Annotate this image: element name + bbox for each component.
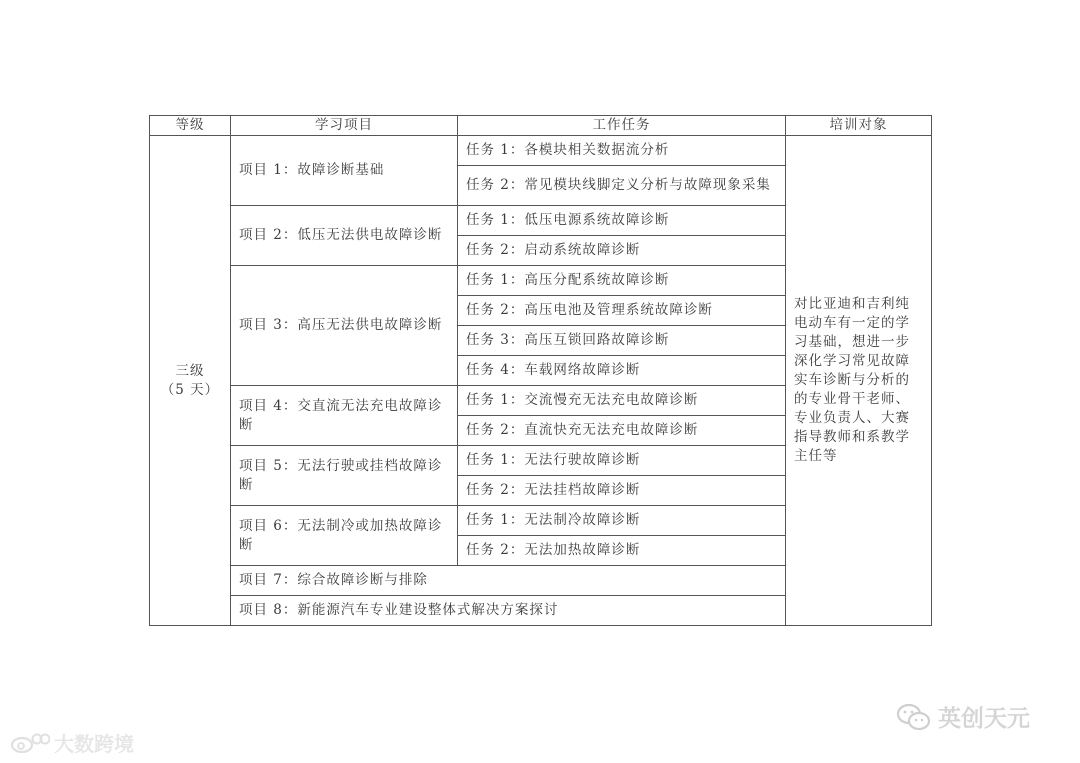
- project-name: 项目 5：无法行驶或挂档故障诊断: [231, 446, 458, 506]
- project-name: 项目 1：故障诊断基础: [231, 136, 458, 206]
- task-name: 任务 1：高压分配系统故障诊断: [458, 266, 786, 296]
- table-header-row: [150, 116, 932, 136]
- task-name: 任务 2：直流快充无法充电故障诊断: [458, 416, 786, 446]
- task-name: 任务 1：无法行驶故障诊断: [458, 446, 786, 476]
- level-cell: [150, 136, 231, 626]
- task-name: 任务 2：常见模块线脚定义分析与故障现象采集: [458, 166, 786, 206]
- task-name: 任务 1：交流慢充无法充电故障诊断: [458, 386, 786, 416]
- project-name: 项目 2：低压无法供电故障诊断: [231, 206, 458, 266]
- watermark-right: [896, 700, 1030, 733]
- training-plan-table: [149, 115, 932, 626]
- task-name: 任务 1：各模块相关数据流分析: [458, 136, 786, 166]
- project-name: 项目 3：高压无法供电故障诊断: [231, 266, 458, 386]
- project-name: 项目 4：交直流无法充电故障诊断: [231, 386, 458, 446]
- project-name: 项目 8：新能源汽车专业建设整体式解决方案探讨: [231, 596, 786, 626]
- table-row: [150, 136, 932, 166]
- audience-cell: 对比亚迪和吉利纯电动车有一定的学习基础，想进一步深化学习常见故障实车诊断与分析的的专业骨干老师、专业负责人、大赛指导教师和系教学主任等: [786, 136, 932, 626]
- watermark-left: [10, 728, 134, 757]
- project-name: 项目 6：无法制冷或加热故障诊断: [231, 506, 458, 566]
- header-task: 工作任务: [458, 116, 786, 136]
- task-name: 任务 2：无法挂档故障诊断: [458, 476, 786, 506]
- task-name: 任务 2：无法加热故障诊断: [458, 536, 786, 566]
- header-project: 学习项目: [231, 116, 458, 136]
- watermark-right-text: 英创天元: [938, 706, 1030, 732]
- task-name: 任务 2：启动系统故障诊断: [458, 236, 786, 266]
- task-name: 任务 1：低压电源系统故障诊断: [458, 206, 786, 236]
- task-name: 任务 3：高压互锁回路故障诊断: [458, 326, 786, 356]
- header-audience: 培训对象: [786, 116, 932, 136]
- task-name: 任务 2：高压电池及管理系统故障诊断: [458, 296, 786, 326]
- project-name: 项目 7：综合故障诊断与排除: [231, 566, 786, 596]
- weibo-logo-icon: [10, 731, 50, 755]
- wechat-logo-icon: [896, 702, 932, 732]
- task-name: 任务 1：无法制冷故障诊断: [458, 506, 786, 536]
- level-days: （5 天）: [160, 381, 220, 398]
- task-name: 任务 4：车载网络故障诊断: [458, 356, 786, 386]
- level-label: 三级: [175, 362, 205, 379]
- watermark-left-text: 大数跨境: [54, 732, 134, 756]
- header-level: 等级: [150, 116, 231, 136]
